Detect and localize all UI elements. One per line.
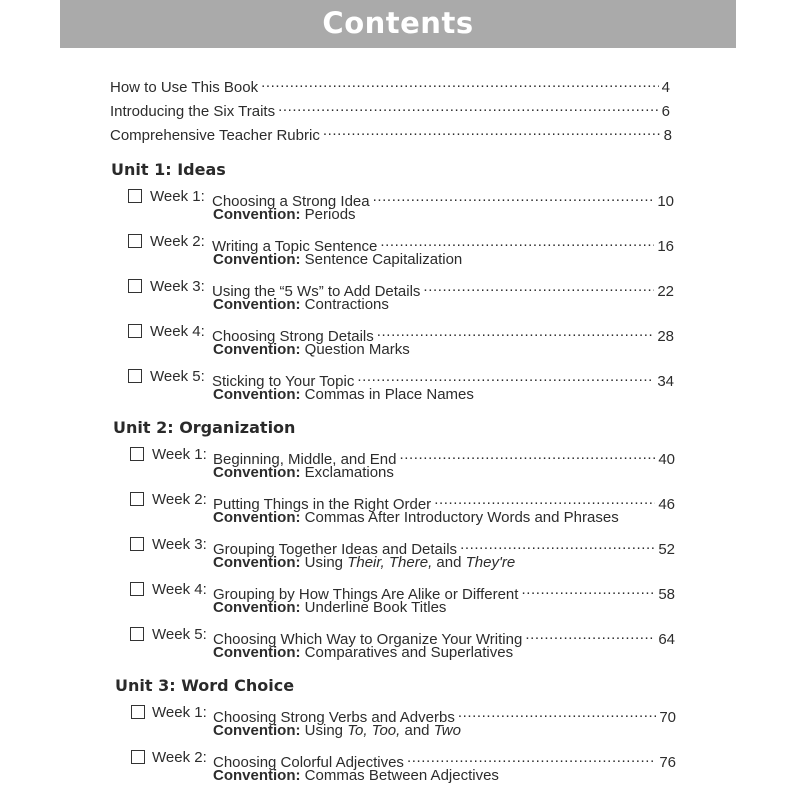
convention-label: Convention: (213, 599, 301, 616)
convention-text: Question Marks (304, 341, 410, 358)
convention-text-part: and (432, 554, 466, 571)
dot-leader (377, 323, 655, 341)
convention-text: Underline Book Titles (304, 599, 447, 616)
convention-unit1-week4 (213, 341, 410, 359)
convention-text: Comparatives and Superlatives (304, 644, 514, 661)
convention-unit2-week1 (213, 464, 394, 482)
convention-label: Convention: (213, 386, 301, 403)
toc-entry-teacher-rubric[interactable] (110, 122, 672, 145)
convention-label: Convention: (213, 341, 301, 358)
convention-text: Exclamations (304, 464, 394, 481)
dot-leader (407, 749, 656, 767)
convention-unit2-week2 (213, 509, 619, 527)
week-page: 16 (657, 238, 674, 255)
dot-leader (525, 626, 655, 644)
dot-leader (423, 278, 654, 296)
unit-2-title: Unit 2: Organization (113, 418, 296, 437)
convention-unit2-week5 (213, 644, 513, 662)
week-label: Week 5: (150, 368, 205, 385)
dot-leader (278, 98, 659, 116)
dot-leader (323, 122, 661, 140)
dot-leader (399, 446, 655, 464)
dot-leader (434, 491, 655, 509)
week-topic: Choosing a Strong Idea (212, 193, 370, 210)
convention-label: Convention: (213, 554, 301, 571)
checkbox-unit1-week5[interactable] (128, 369, 142, 383)
toc-entry-six-traits[interactable] (110, 98, 670, 121)
convention-unit3-week1 (213, 722, 461, 740)
week-topic: Putting Things in the Right Order (213, 496, 432, 513)
convention-label: Convention: (213, 767, 301, 784)
convention-unit1-week5 (213, 386, 474, 404)
week-label: Week 4: (150, 323, 205, 340)
toc-entry-page: 4 (661, 79, 670, 96)
week-page: 76 (659, 754, 676, 771)
week-topic: Grouping by How Things Are Alike or Different (213, 586, 519, 603)
week-page: 34 (657, 373, 674, 390)
week-topic: Choosing Strong Verbs and Adverbs (213, 709, 455, 726)
week-page: 40 (658, 451, 675, 468)
week-label: Week 5: (152, 626, 207, 643)
week-page: 46 (658, 496, 675, 513)
convention-text: Contractions (304, 296, 389, 313)
checkbox-unit2-week5[interactable] (130, 627, 144, 641)
convention-text: Commas Between Adjectives (304, 767, 499, 784)
convention-text-italic: Their, There, (347, 554, 433, 571)
dot-leader (373, 188, 655, 206)
week-label: Week 3: (152, 536, 207, 553)
toc-entry-how-to-use[interactable] (110, 74, 670, 97)
convention-unit1-week1 (213, 206, 356, 224)
convention-text-italic: Two (433, 722, 461, 739)
week-label: Week 2: (152, 749, 207, 766)
checkbox-unit1-week2[interactable] (128, 234, 142, 248)
week-page: 10 (657, 193, 674, 210)
convention-text-italic: To, Too, (347, 722, 401, 739)
week-topic: Choosing Strong Details (212, 328, 374, 345)
week-label: Week 3: (150, 278, 205, 295)
convention-text-part: Using (304, 722, 348, 739)
checkbox-unit2-week4[interactable] (130, 582, 144, 596)
toc-entry-page: 6 (661, 103, 670, 120)
convention-unit1-week3 (213, 296, 389, 314)
checkbox-unit2-week3[interactable] (130, 537, 144, 551)
week-label: Week 2: (150, 233, 205, 250)
checkbox-unit1-week4[interactable] (128, 324, 142, 338)
week-topic: Using the “5 Ws” to Add Details (212, 283, 421, 300)
convention-label: Convention: (213, 206, 301, 223)
toc-entry-label: Comprehensive Teacher Rubric (110, 127, 320, 144)
dot-leader (460, 536, 655, 554)
convention-text: Commas After Introductory Words and Phrases (304, 509, 619, 526)
unit-1-title: Unit 1: Ideas (111, 160, 226, 179)
convention-text: Periods (304, 206, 356, 223)
week-topic: Grouping Together Ideas and Details (213, 541, 458, 558)
convention-label: Convention: (213, 644, 301, 661)
convention-text-italic: They're (465, 554, 516, 571)
checkbox-unit1-week1[interactable] (128, 189, 142, 203)
convention-text: Sentence Capitalization (304, 251, 463, 268)
week-label: Week 1: (152, 704, 207, 721)
week-topic: Choosing Colorful Adjectives (213, 754, 404, 771)
convention-unit3-week2 (213, 767, 499, 785)
toc-entry-page: 8 (663, 127, 672, 144)
week-topic: Sticking to Your Topic (212, 373, 355, 390)
week-label: Week 2: (152, 491, 207, 508)
week-label: Week 4: (152, 581, 207, 598)
week-topic: Beginning, Middle, and End (213, 451, 397, 468)
convention-unit2-week3 (213, 554, 515, 572)
convention-unit1-week2 (213, 251, 462, 269)
checkbox-unit3-week1[interactable] (131, 705, 145, 719)
toc-entry-label: Introducing the Six Traits (110, 103, 276, 120)
convention-text-part: Using (304, 554, 348, 571)
checkbox-unit2-week1[interactable] (130, 447, 144, 461)
convention-label: Convention: (213, 722, 301, 739)
convention-label: Convention: (213, 251, 301, 268)
dot-leader (458, 704, 656, 722)
unit-3-title: Unit 3: Word Choice (115, 676, 295, 695)
week-topic: Choosing Which Way to Organize Your Writing (213, 631, 523, 648)
checkbox-unit3-week2[interactable] (131, 750, 145, 764)
week-topic: Writing a Topic Sentence (212, 238, 378, 255)
week-page: 52 (658, 541, 675, 558)
convention-label: Convention: (213, 464, 301, 481)
week-page: 58 (658, 586, 675, 603)
convention-text: Commas in Place Names (304, 386, 474, 403)
week-label: Week 1: (152, 446, 207, 463)
convention-text-part: and (400, 722, 434, 739)
week-page: 22 (657, 283, 674, 300)
week-page: 64 (658, 631, 675, 648)
convention-unit2-week4 (213, 599, 446, 617)
dot-leader (261, 74, 659, 92)
checkbox-unit2-week2[interactable] (130, 492, 144, 506)
week-page: 70 (659, 709, 676, 726)
dot-leader (380, 233, 654, 251)
toc-entry-label: How to Use This Book (110, 79, 259, 96)
week-page: 28 (657, 328, 674, 345)
convention-label: Convention: (213, 509, 301, 526)
week-label: Week 1: (150, 188, 205, 205)
contents-banner (60, 0, 736, 48)
checkbox-unit1-week3[interactable] (128, 279, 142, 293)
dot-leader (357, 368, 654, 386)
convention-label: Convention: (213, 296, 301, 313)
dot-leader (521, 581, 655, 599)
page-title: Contents (322, 5, 474, 40)
